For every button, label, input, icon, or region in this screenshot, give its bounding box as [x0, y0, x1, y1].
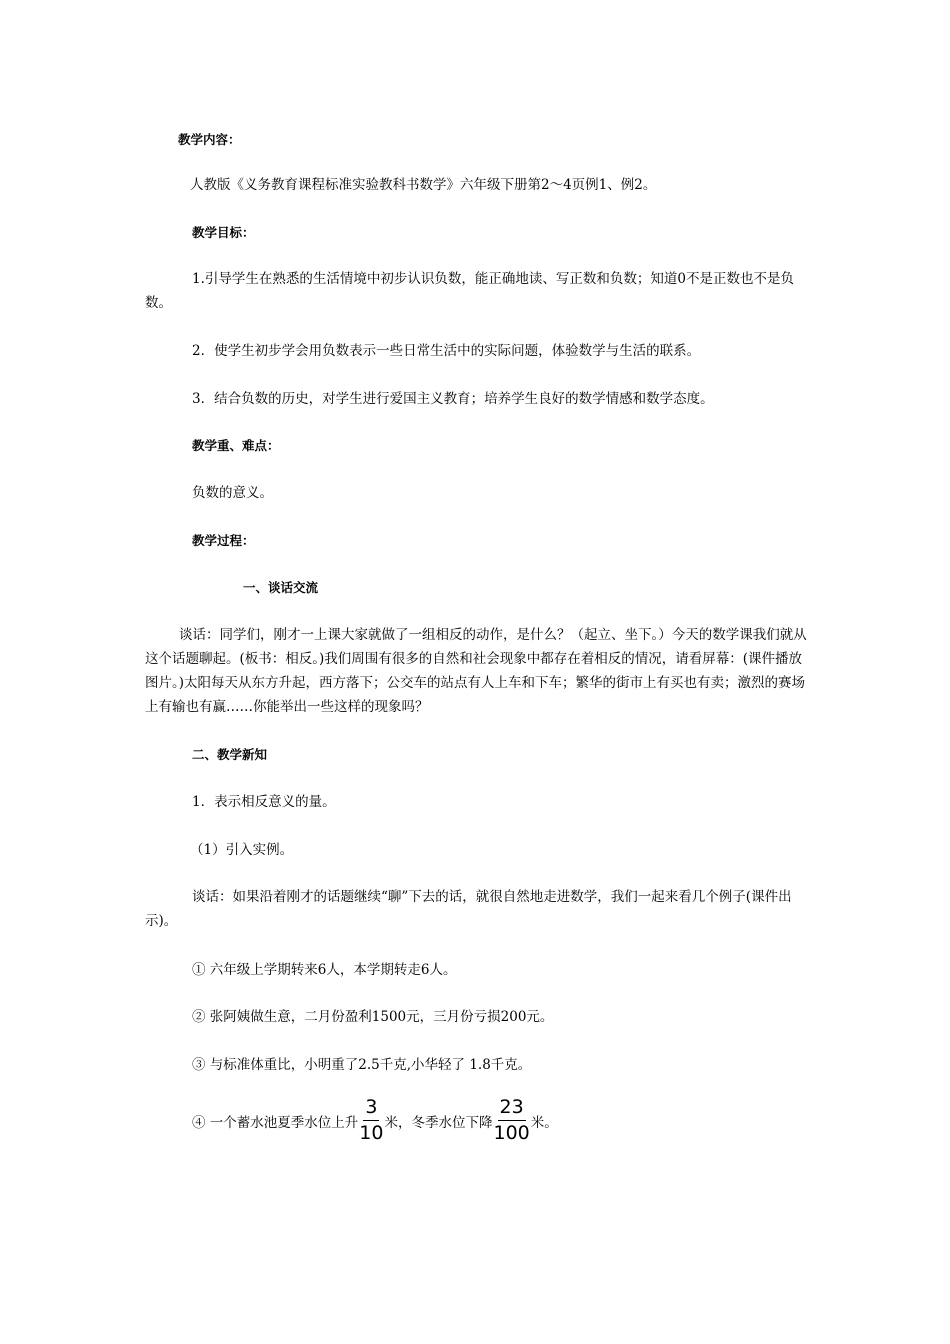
- example-4-part-a: ④ 一个蓄水池夏季水位上升: [192, 1115, 359, 1131]
- talk-text: 谈话：如果沿着刚才的话题继续“聊”下去的话，就很自然地走进数学，我们一起来看几个例子(课件出示)。: [145, 889, 792, 929]
- part1-heading: 一、谈话交流: [243, 580, 319, 595]
- content-text: 人教版《义务教育课程标准实验教科书数学》六年级下册第2～4页例1、例2。: [190, 177, 657, 193]
- example-2: ② 张阿姨做生意，二月份盈利1500元，三月份亏损200元。: [192, 1009, 554, 1025]
- item-1: 1．表示相反意义的量。: [192, 794, 336, 810]
- part2-heading: 二、教学新知: [192, 747, 268, 762]
- content-heading: 教学内容：: [178, 132, 241, 147]
- item-1-1: （1）引入实例。: [190, 842, 294, 858]
- goal-1: 1.引导学生在熟悉的生活情境中初步认识负数，能正确地读、写正数和负数；知道0不是正数也不是负数。: [145, 271, 794, 311]
- example-4: [192, 1095, 857, 1148]
- fraction-numerator: 3: [363, 1096, 379, 1121]
- goal-3: 3．结合负数的历史，对学生进行爱国主义教育；培养学生良好的数学情感和数学态度。: [192, 391, 714, 407]
- key-text: 负数的意义。: [192, 485, 273, 501]
- goals-heading: 教学目标：: [192, 225, 255, 240]
- fraction-denominator: 100: [493, 1121, 530, 1144]
- process-heading: 教学过程：: [192, 533, 255, 548]
- key-heading: 教学重、难点：: [192, 438, 280, 453]
- goal-2: 2．使学生初步学会用负数表示一些日常生活中的实际问题，体验数学与生活的联系。: [192, 343, 701, 359]
- part1-text: 谈话：同学们，刚才一上课大家就做了一组相反的动作，是什么？（起立、坐下。）今天的数学课我们就从这个话题聊起。(板书：相反。)我们周围有很多的自然和社会现象中都存在着相反的情况，请看屏幕：(课件播放图片。)太阳每天从东方升起，西方落下；公交车的站点有人上车和下车；繁华的街市上有买也有卖；激烈的赛场上有输也有赢……你能举出一些这样的现象吗？: [145, 627, 807, 715]
- fraction-23-100: [493, 1096, 529, 1144]
- example-4-part-b: 米，冬季水位下降: [384, 1115, 493, 1131]
- fraction-numerator: 23: [498, 1096, 526, 1121]
- example-3: ③ 与标准体重比，小明重了2.5千克,小华轻了 1.8千克。: [192, 1057, 532, 1073]
- example-1: ① 六年级上学期转来6人，本学期转走6人。: [192, 962, 457, 978]
- example-4-part-c: 米。: [530, 1115, 558, 1131]
- fraction-3-10: [359, 1096, 383, 1144]
- fraction-denominator: 10: [359, 1121, 384, 1144]
